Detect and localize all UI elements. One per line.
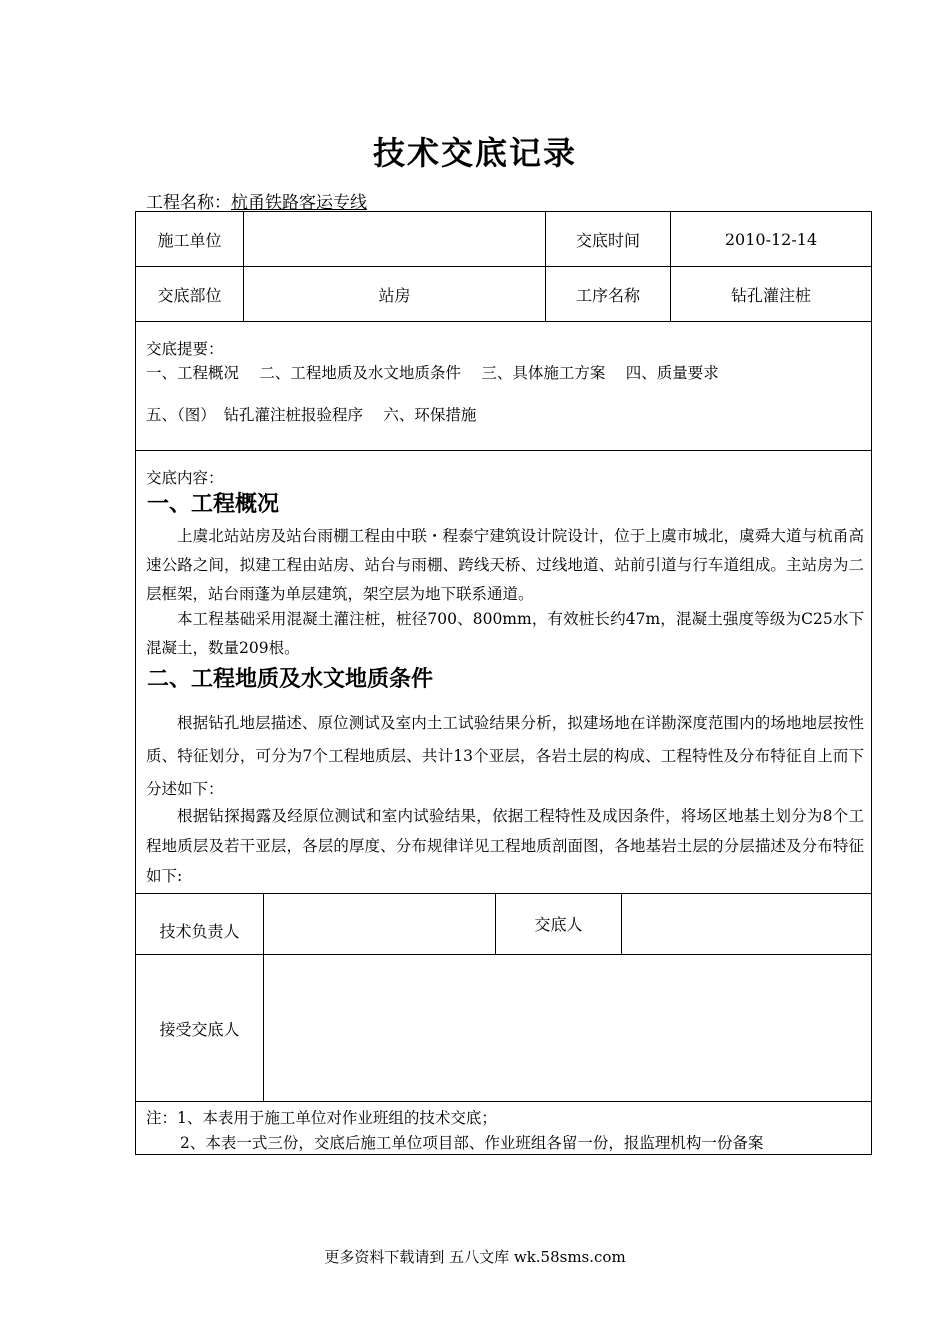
- summary-line-1: 一、工程概况 二、工程地质及水文地质条件 三、具体施工方案 四、质量要求: [146, 364, 719, 382]
- note-line-2: 2、本表一式三份，交底后施工单位项目部、作业班组各留一份，报监理机构一份备案: [180, 1134, 764, 1152]
- project-name: [146, 188, 367, 213]
- section-2-paragraph-2: 根据钻探揭露及经原位测试和室内试验结果，依据工程特性及成因条件，将场区地基土划分为8个工程地质层及若干亚层，各层的厚度、分布规律详见工程地质剖面图，各地基岩土层的分层描述及分布特征如下:: [146, 807, 864, 885]
- process-label: 工序名称: [575, 285, 640, 305]
- summary-label: 交底提要：: [146, 340, 224, 358]
- location-value: 站房: [378, 285, 411, 305]
- project-label: 工程名称：: [146, 193, 231, 213]
- receiver-value: [264, 955, 871, 1101]
- footer-text: 更多资料下载请到 五八文库 wk.58sms.com: [324, 1248, 626, 1266]
- tech-lead-label: 技术负责人: [159, 921, 240, 941]
- section-1-paragraph-1: 上虞北站站房及站台雨棚工程由中联・程泰宁建筑设计院设计，位于上虞市城北，虞舜大道与杭甬高速公路之间，拟建工程由站房、站台与雨棚、跨线天桥、过线地道、站前引道与行车道组成。主站房为二层框架，站台雨蓬为单层建筑，架空层为地下联系通道。: [146, 527, 864, 603]
- page-title: 技术交底记录: [372, 134, 577, 172]
- note-line-1: 注：1、本表用于施工单位对作业班组的技术交底；: [146, 1109, 497, 1127]
- row-divider: [135, 321, 872, 322]
- project-value: 杭甬铁路客运专线: [231, 193, 367, 213]
- content-label: 交底内容：: [146, 469, 224, 487]
- receiver-label: 接受交底人: [159, 1019, 240, 1039]
- section-2-paragraph-1: 根据钻孔地层描述、原位测试及室内土工试验结果分析，拟建场地在详勘深度范围内的场地地层按性质、特征划分，可分为7个工程地质层、共计13个亚层，各岩土层的构成、工程特性及分布特征自上而下分述如下：: [146, 714, 864, 798]
- discloser-label: 交底人: [534, 914, 583, 934]
- summary-line-2: 五、（图） 钻孔灌注桩报验程序 六、环保措施: [146, 406, 477, 424]
- date-label: 交底时间: [575, 230, 640, 250]
- construction-unit-label: 施工单位: [157, 230, 222, 250]
- row-divider: [135, 450, 872, 451]
- section-2-heading: 二、工程地质及水文地质条件: [147, 667, 434, 692]
- construction-unit-value: [244, 212, 545, 266]
- row-divider: [135, 1101, 872, 1102]
- date-value: 2010-12-14: [724, 229, 818, 249]
- tech-lead-value: [264, 894, 495, 954]
- section-1-paragraph-2: 本工程基础采用混凝土灌注桩，桩径700、800mm，有效桩长约47m，混凝土强度等级为C25水下混凝土，数量209根。: [146, 610, 864, 657]
- location-label: 交底部位: [157, 285, 222, 305]
- process-value: 钻孔灌注桩: [730, 285, 811, 305]
- discloser-value: [622, 894, 871, 954]
- section-1-heading: 一、工程概况: [147, 492, 280, 517]
